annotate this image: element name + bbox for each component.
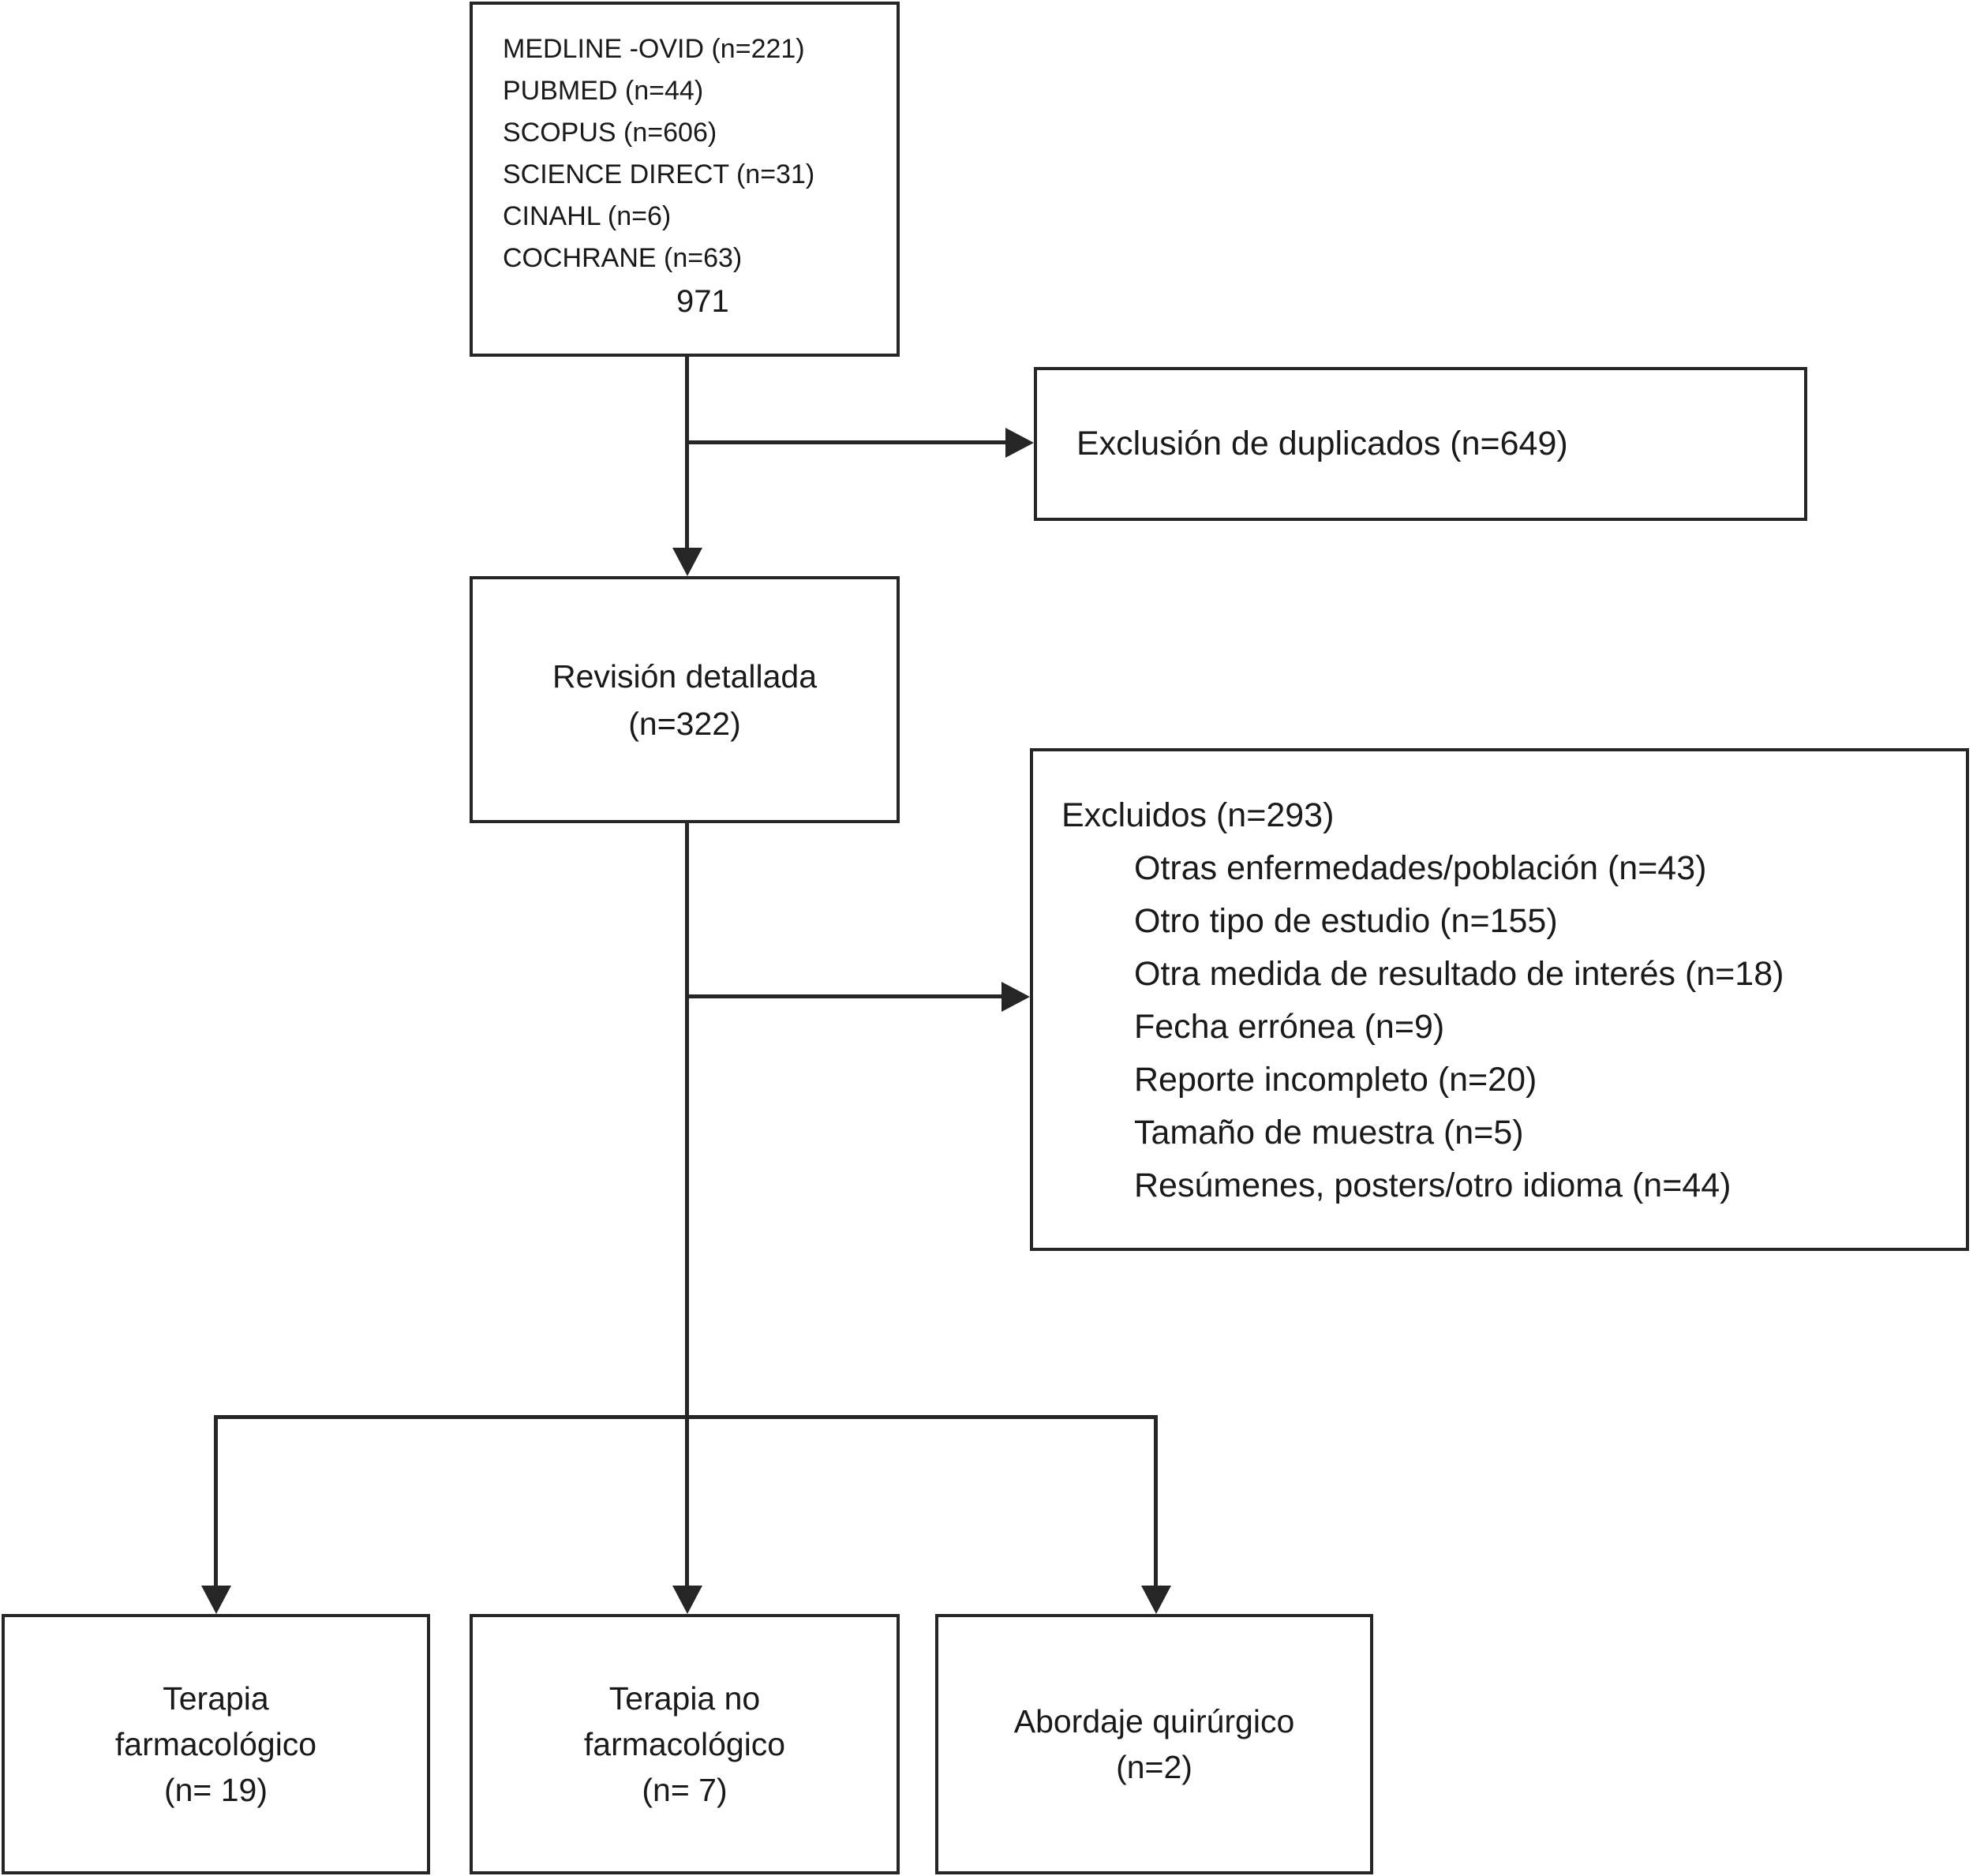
non-pharma-line1: Terapia no	[608, 1680, 761, 1717]
pharma-line1: Terapia	[163, 1680, 269, 1717]
source-line-pubmed: PUBMED (n=44)	[503, 76, 704, 106]
excluded-item-other-study-type: Otro tipo de estudio (n=155)	[1134, 902, 1558, 940]
pharma-line2: farmacológico	[114, 1726, 317, 1762]
duplicates-exclusion-box	[1034, 367, 1807, 521]
source-line-scopus: SCOPUS (n=606)	[503, 118, 717, 148]
source-line-cinahl: CINAHL (n=6)	[503, 201, 672, 231]
excluded-item-incomplete-report: Reporte incompleto (n=20)	[1134, 1061, 1537, 1099]
arrowhead-down-surgical-icon	[1141, 1586, 1171, 1614]
arrowhead-right-excluded-icon	[1001, 982, 1030, 1012]
surgical-count: (n=2)	[1116, 1749, 1192, 1785]
arrowhead-down-pharma-icon	[201, 1586, 231, 1614]
source-line-medline: MEDLINE -OVID (n=221)	[503, 34, 805, 64]
connector-duplicates-branch-line	[685, 440, 1007, 444]
excluded-item-sample-size: Tamaño de muestra (n=5)	[1134, 1114, 1524, 1151]
outcome-box-non-pharmacological	[470, 1614, 900, 1874]
outcome-box-pharmacological	[2, 1614, 430, 1874]
detailed-review-box	[470, 576, 900, 823]
connector-drop-non-pharma-line	[685, 1415, 689, 1586]
surgical-line1: Abordaje quirúrgico	[1013, 1703, 1295, 1739]
detailed-review-count: (n=322)	[628, 705, 741, 742]
excluded-title: Excluidos (n=293)	[1061, 796, 1335, 834]
arrowhead-down-review-icon	[672, 548, 702, 576]
sources-total-count: 971	[676, 284, 729, 319]
connector-excluded-branch-line	[685, 994, 1003, 998]
non-pharma-count: (n= 7)	[642, 1772, 728, 1808]
excluded-item-abstracts-posters: Resúmenes, posters/otro idioma (n=44)	[1134, 1166, 1732, 1204]
connector-id-to-review-line	[685, 357, 689, 548]
duplicates-exclusion-label: Exclusión de duplicados (n=649)	[1076, 425, 1568, 462]
source-line-cochrane: COCHRANE (n=63)	[503, 243, 743, 273]
detailed-review-label: Revisión detallada	[552, 657, 818, 695]
connector-drop-pharma-line	[214, 1415, 218, 1586]
excluded-box	[1030, 748, 1969, 1251]
arrowhead-right-duplicates-icon	[1005, 428, 1034, 458]
connector-review-to-split-line	[685, 823, 689, 1419]
excluded-item-wrong-date: Fecha errónea (n=9)	[1134, 1008, 1445, 1046]
arrowhead-down-non-pharma-icon	[672, 1586, 702, 1614]
excluded-item-other-outcome: Otra medida de resultado de interés (n=18)	[1134, 955, 1784, 993]
excluded-item-other-diseases: Otras enfermedades/población (n=43)	[1134, 849, 1707, 887]
connector-drop-surgical-line	[1154, 1415, 1158, 1586]
outcome-box-surgical	[935, 1614, 1373, 1874]
source-line-science-direct: SCIENCE DIRECT (n=31)	[503, 159, 815, 189]
non-pharma-line2: farmacológico	[583, 1726, 786, 1762]
identification-box	[470, 2, 900, 357]
pharma-count: (n= 19)	[163, 1772, 268, 1808]
